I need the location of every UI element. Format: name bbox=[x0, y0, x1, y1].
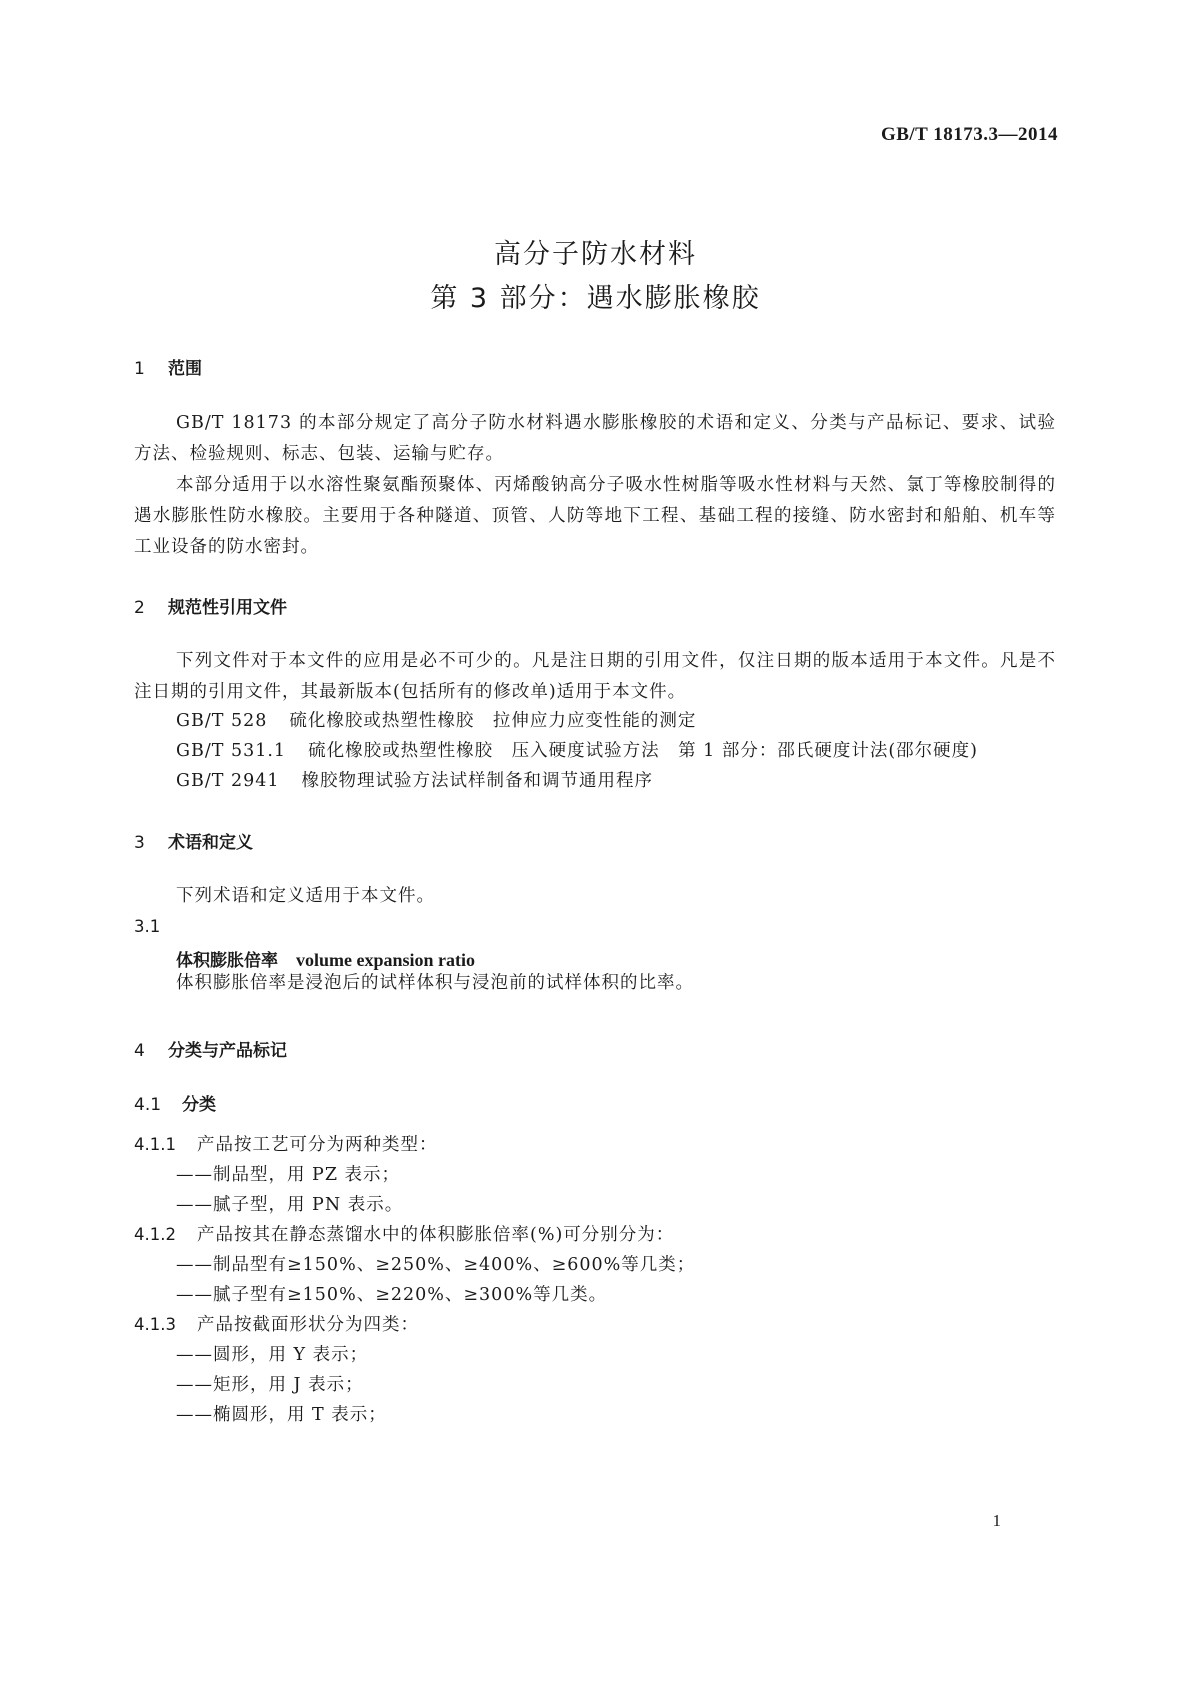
reference-code: GB/T 528 bbox=[176, 711, 268, 731]
reference-code: GB/T 2941 bbox=[176, 771, 280, 791]
section-4-1-title: 分类 bbox=[182, 1095, 216, 1115]
doc-title-line1: 高分子防水材料 bbox=[494, 239, 697, 270]
section-3-title: 术语和定义 bbox=[168, 833, 253, 853]
section-1-number: 1 bbox=[134, 359, 145, 379]
term-english: volume expansion ratio bbox=[296, 950, 476, 970]
section-3-paragraph-1: 下列术语和定义适用于本文件。 bbox=[176, 886, 435, 906]
section-2-heading bbox=[134, 593, 287, 618]
list-item: ——椭圆形，用 T 表示； bbox=[176, 1405, 387, 1425]
section-3-heading bbox=[134, 828, 253, 853]
section-4-1-heading bbox=[134, 1090, 216, 1115]
section-4-1-number: 4.1 bbox=[134, 1095, 162, 1115]
reference-code: GB/T 531.1 bbox=[176, 741, 287, 761]
list-item: ——腻子型，用 PN 表示。 bbox=[176, 1195, 404, 1215]
clause-number: 4.1.1 bbox=[134, 1135, 176, 1154]
clause-4-1-1 bbox=[134, 1131, 438, 1156]
section-1-paragraph-1: GB/T 18173 的本部分规定了高分子防水材料遇水膨胀橡胶的术语和定义、分类与产品标记、要求、试验方法、检验规则、标志、包装、运输与贮存。 bbox=[134, 413, 1056, 464]
standard-code: GB/T 18173.3—2014 bbox=[880, 124, 1058, 145]
section-1-title: 范围 bbox=[168, 359, 202, 379]
clause-text: 产品按工艺可分为两种类型： bbox=[197, 1135, 438, 1155]
section-2-paragraph-1: 下列文件对于本文件的应用是必不可少的。凡是注日期的引用文件，仅注日期的版本适用于本文件。凡是不注日期的引用文件，其最新版本(包括所有的修改单)适用于本文件。 bbox=[134, 651, 1056, 702]
term-definition: 体积膨胀倍率是浸泡后的试样体积与浸泡前的试样体积的比率。 bbox=[176, 973, 694, 993]
clause-text: 产品按截面形状分为四类： bbox=[197, 1315, 419, 1335]
section-1-heading bbox=[134, 354, 202, 379]
list-item: ——制品型，用 PZ 表示； bbox=[176, 1165, 401, 1185]
clause-number: 4.1.2 bbox=[134, 1225, 176, 1244]
section-3-number: 3 bbox=[134, 833, 145, 853]
section-4-title: 分类与产品标记 bbox=[168, 1041, 287, 1061]
clause-number: 4.1.3 bbox=[134, 1315, 176, 1334]
clause-4-1-3 bbox=[134, 1311, 419, 1336]
doc-title-line2: 第 3 部分：遇水膨胀橡胶 bbox=[430, 283, 761, 314]
term-chinese: 体积膨胀倍率 bbox=[176, 951, 278, 971]
clause-4-1-2 bbox=[134, 1221, 674, 1246]
reference-item bbox=[176, 766, 653, 797]
list-item: ——制品型有≥150%、≥250%、≥400%、≥600%等几类； bbox=[176, 1255, 696, 1275]
reference-title: 橡胶物理试验方法试样制备和调节通用程序 bbox=[301, 771, 654, 791]
list-item: ——矩形，用 J 表示； bbox=[176, 1375, 364, 1395]
list-item: ——腻子型有≥150%、≥220%、≥300%等几类。 bbox=[176, 1285, 608, 1305]
reference-item bbox=[176, 736, 978, 767]
section-2-title: 规范性引用文件 bbox=[168, 598, 287, 618]
page-number: 1 bbox=[992, 1511, 1001, 1530]
list-item: ——圆形，用 Y 表示； bbox=[176, 1345, 369, 1365]
term-number: 3.1 bbox=[134, 917, 161, 936]
reference-title: 硫化橡胶或热塑性橡胶 拉伸应力应变性能的测定 bbox=[289, 711, 697, 731]
section-2-number: 2 bbox=[134, 598, 145, 618]
section-1-paragraph-2: 本部分适用于以水溶性聚氨酯预聚体、丙烯酸钠高分子吸水性树脂等吸水性材料与天然、氯丁等橡胶制得的遇水膨胀性防水橡胶。主要用于各种隧道、顶管、人防等地下工程、基础工程的接缝、防水密封和船舶、机车等工业设备的防水密封。 bbox=[134, 475, 1056, 557]
reference-item bbox=[176, 706, 696, 737]
reference-title: 硫化橡胶或热塑性橡胶 压入硬度试验方法 第 1 部分：邵氏硬度计法(邵尔硬度) bbox=[308, 741, 978, 761]
section-4-number: 4 bbox=[134, 1041, 145, 1061]
section-4-heading bbox=[134, 1036, 287, 1061]
clause-text: 产品按其在静态蒸馏水中的体积膨胀倍率(%)可分别分为： bbox=[197, 1225, 675, 1245]
